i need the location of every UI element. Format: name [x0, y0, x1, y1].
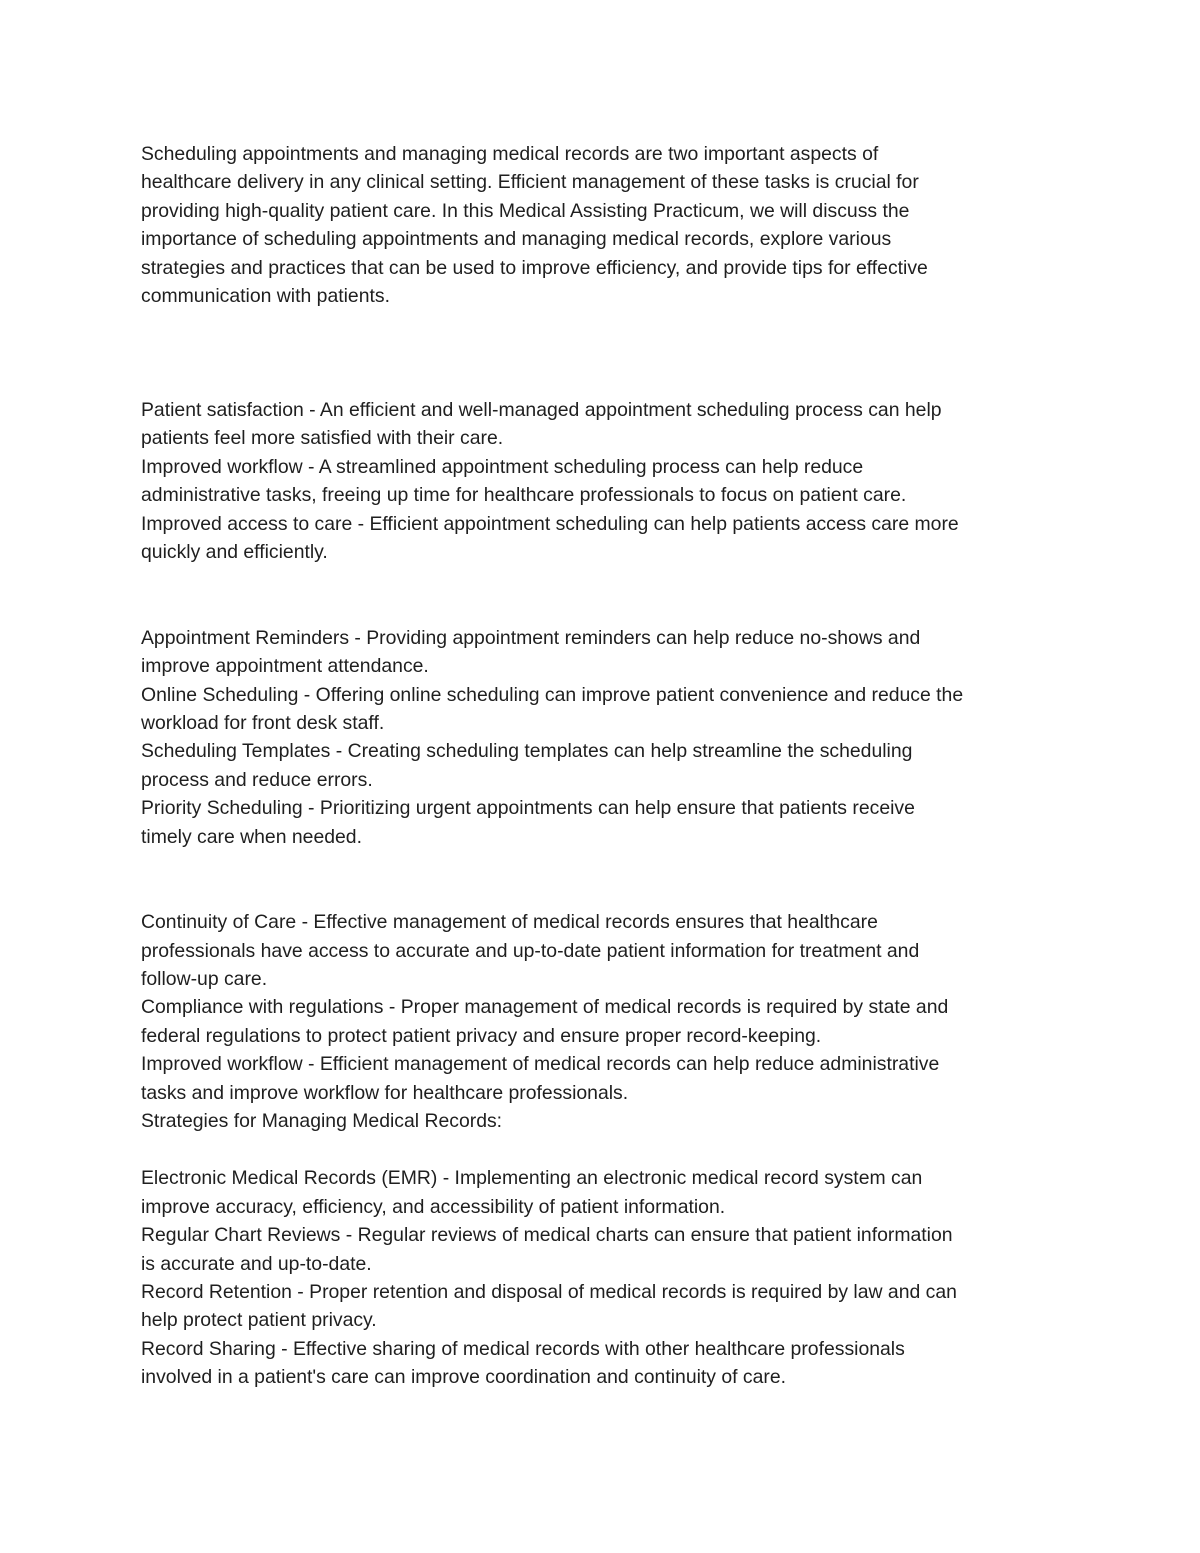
text-line: Improved workflow - Efficient management of medical records can help reduce administrative	[141, 1053, 940, 1076]
text-line: Improved access to care - Efficient appointment scheduling can help patients access care more	[141, 512, 959, 535]
scheduling-benefits-list	[141, 396, 1071, 567]
text-line: Patient satisfaction - An efficient and well-managed appointment scheduling process can help	[141, 399, 942, 422]
spacer	[141, 851, 1071, 879]
text-line: Scheduling Templates - Creating scheduling templates can help streamline the scheduling	[141, 740, 913, 763]
text-line: process and reduce errors.	[141, 768, 373, 791]
text-line: providing high-quality patient care. In this Medical Assisting Practicum, we will discuss the	[141, 199, 910, 222]
text-line: strategies and practices that can be used to improve efficiency, and provide tips for effective	[141, 256, 928, 279]
text-line: Compliance with regulations - Proper management of medical records is required by state and	[141, 996, 949, 1019]
text-line: Appointment Reminders - Providing appointment reminders can help reduce no-shows and	[141, 626, 921, 649]
text-line: involved in a patient's care can improve coordination and continuity of care.	[141, 1366, 787, 1389]
text-line: Online Scheduling - Offering online scheduling can improve patient convenience and reduce the	[141, 683, 964, 706]
text-line: Regular Chart Reviews - Regular reviews of medical charts can ensure that patient information	[141, 1224, 953, 1247]
text-line: Record Sharing - Effective sharing of medical records with other healthcare professionals	[141, 1337, 905, 1360]
text-line: federal regulations to protect patient privacy and ensure proper record-keeping.	[141, 1024, 822, 1047]
text-line: is accurate and up-to-date.	[141, 1252, 372, 1275]
text-line: follow-up care.	[141, 968, 268, 991]
records-benefits-list	[141, 908, 1071, 1136]
text-line: communication with patients.	[141, 285, 390, 308]
text-line: help protect patient privacy.	[141, 1309, 377, 1332]
text-line: administrative tasks, freeing up time for healthcare professionals to focus on patient care.	[141, 484, 907, 507]
text-line: quickly and efficiently.	[141, 541, 328, 564]
spacer	[141, 339, 1071, 367]
text-line: importance of scheduling appointments and managing medical records, explore various	[141, 228, 892, 251]
records-strategies-list	[141, 1164, 1071, 1392]
text-line: improve appointment attendance.	[141, 655, 429, 678]
spacer	[141, 880, 1071, 908]
text-line: Improved workflow - A streamlined appointment scheduling process can help reduce	[141, 455, 864, 478]
spacer	[141, 595, 1071, 623]
section-heading: Strategies for Managing Medical Records:	[141, 1110, 503, 1133]
spacer	[141, 368, 1071, 396]
text-line: professionals have access to accurate and up-to-date patient information for treatment and	[141, 939, 920, 962]
text-line: improve accuracy, efficiency, and accessibility of patient information.	[141, 1195, 726, 1218]
text-line: patients feel more satisfied with their care.	[141, 427, 504, 450]
spacer	[141, 311, 1071, 339]
scheduling-strategies-list	[141, 624, 1071, 852]
text-line: tasks and improve workflow for healthcare professionals.	[141, 1081, 629, 1104]
text-line: Continuity of Care - Effective management of medical records ensures that healthcare	[141, 911, 878, 934]
text-line: workload for front desk staff.	[141, 711, 385, 734]
spacer	[141, 1136, 1071, 1164]
spacer	[141, 567, 1071, 595]
text-line: Priority Scheduling - Prioritizing urgent appointments can help ensure that patients receive	[141, 797, 915, 820]
text-line: healthcare delivery in any clinical setting. Efficient management of these tasks is crucial for	[141, 171, 919, 194]
text-line: Record Retention - Proper retention and disposal of medical records is required by law and can	[141, 1281, 957, 1303]
document-body	[141, 140, 1071, 1392]
text-line: Scheduling appointments and managing medical records are two important aspects of	[141, 143, 879, 165]
text-line: Electronic Medical Records (EMR) - Implementing an electronic medical record system can	[141, 1167, 923, 1190]
intro-paragraph	[141, 140, 1071, 311]
text-line: timely care when needed.	[141, 825, 362, 848]
